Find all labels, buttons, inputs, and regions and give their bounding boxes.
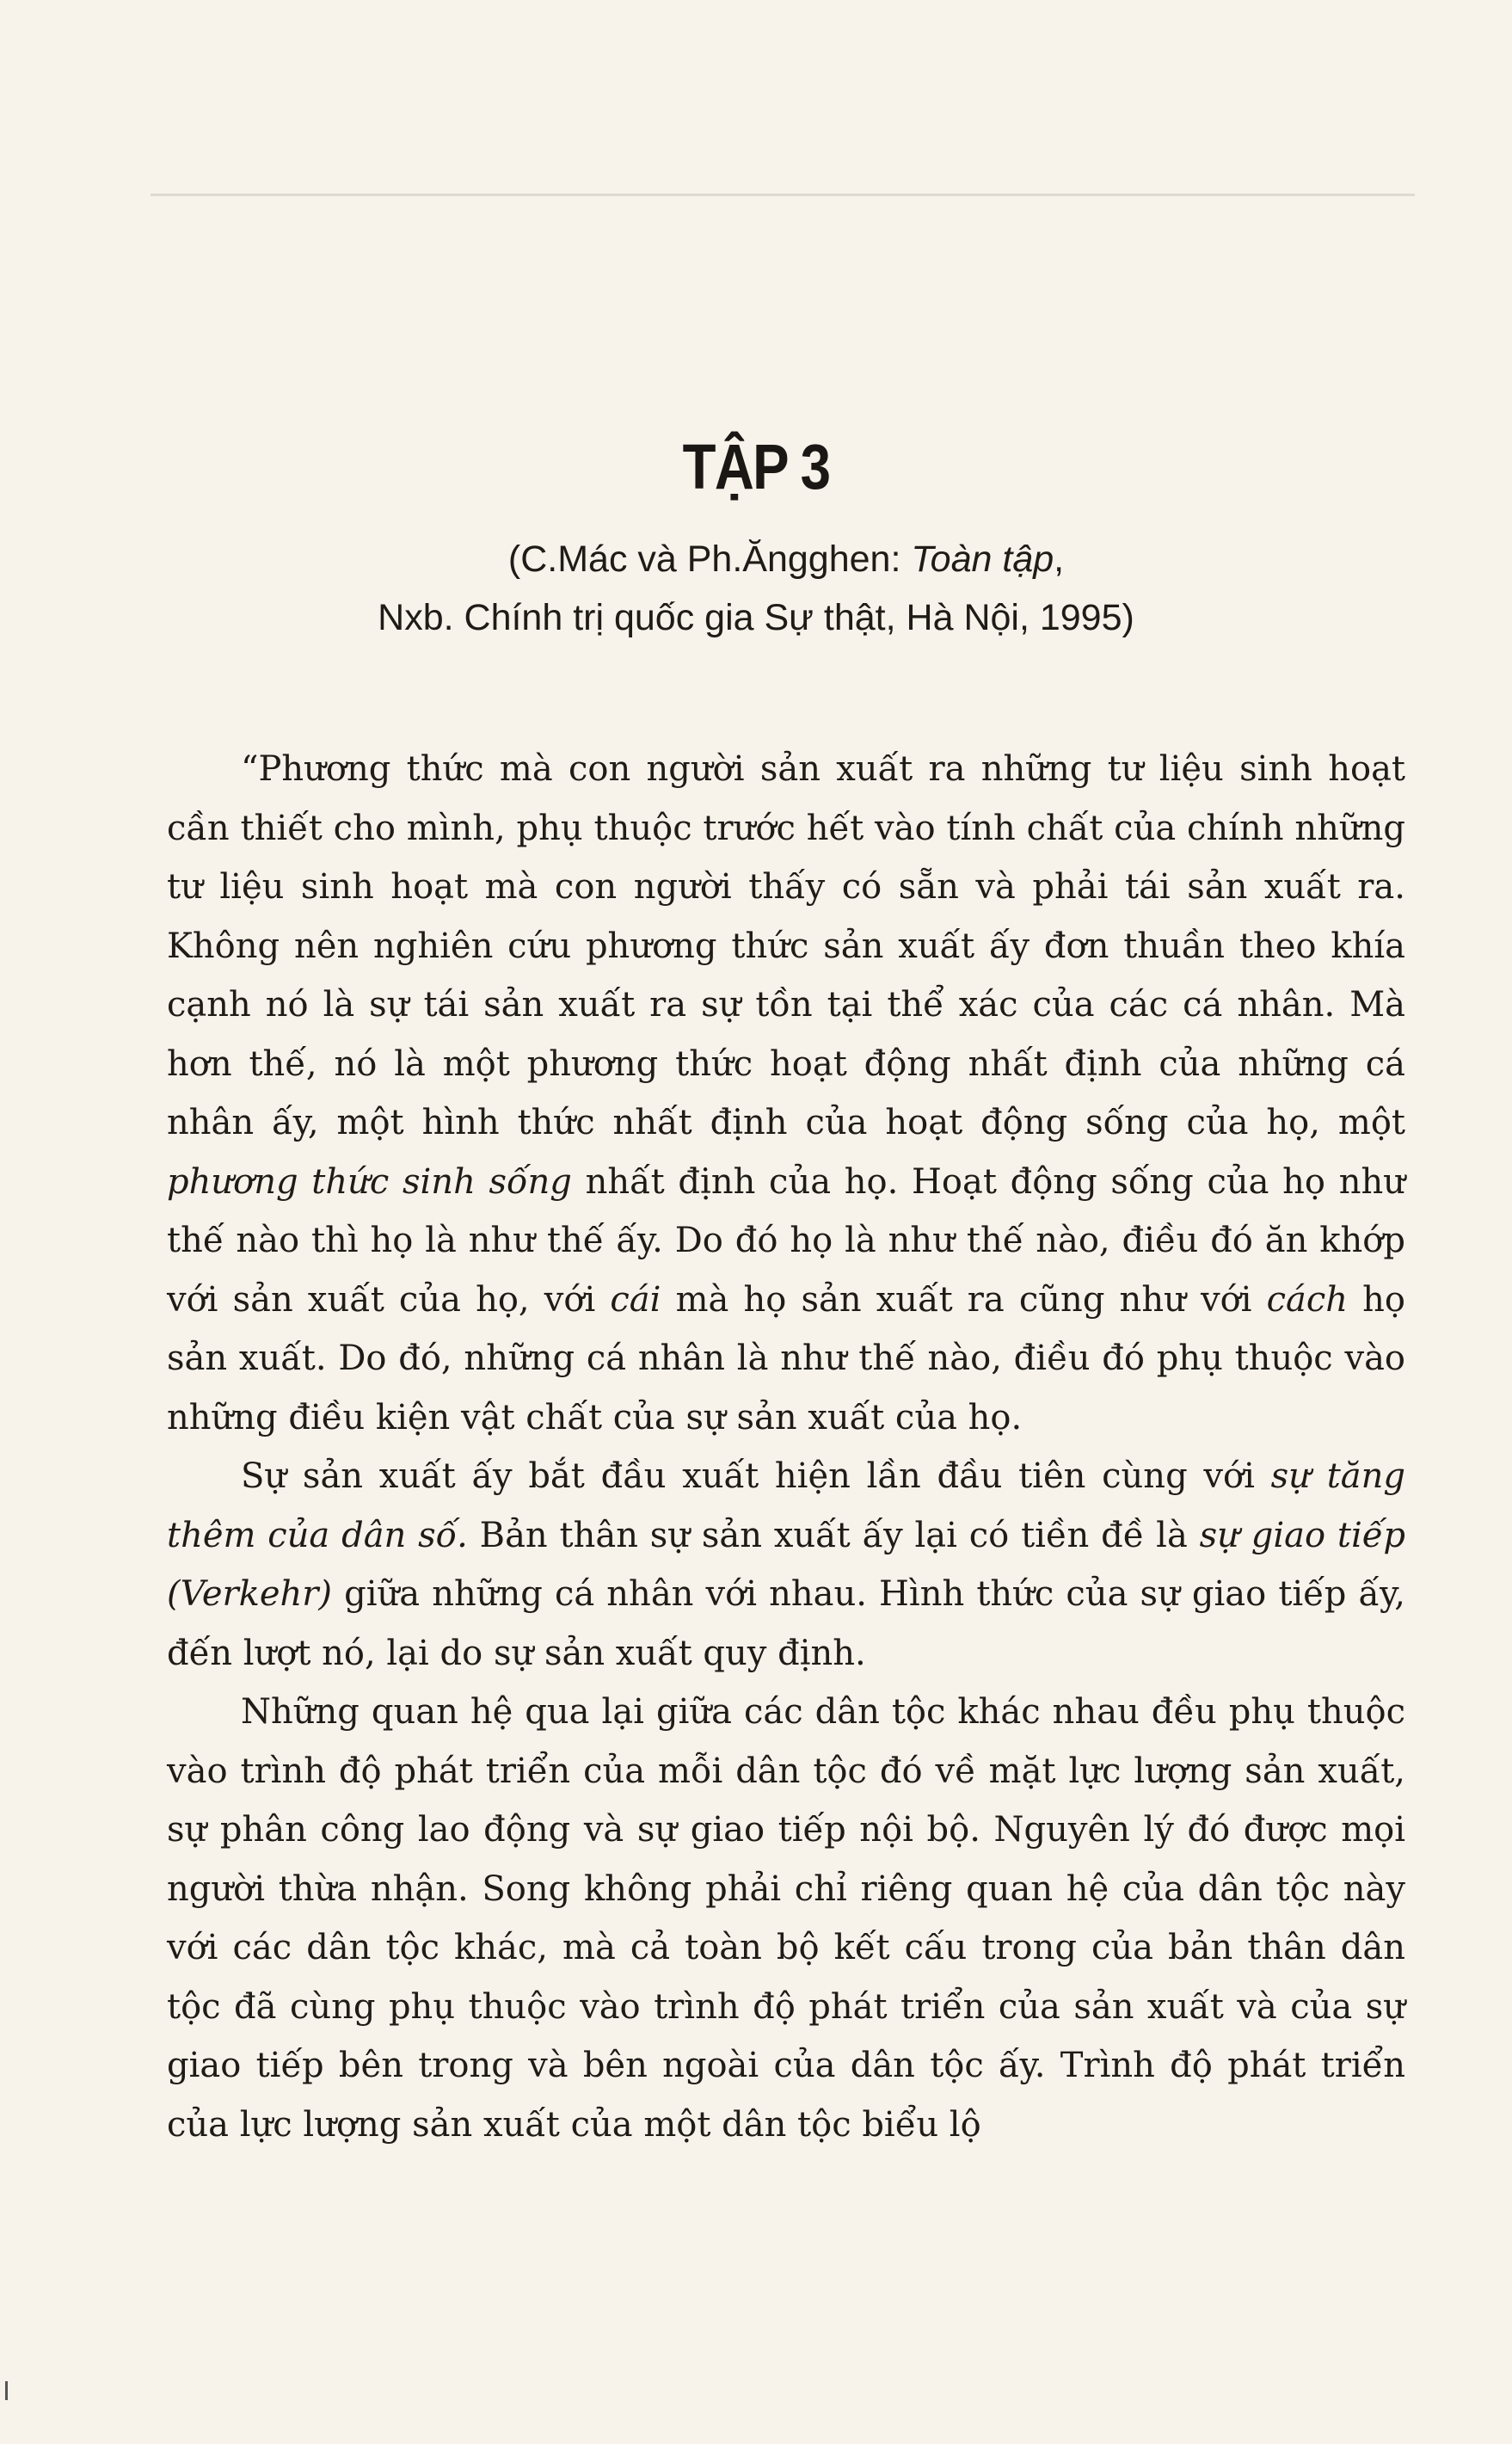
paragraph-2 [167,1447,1405,1683]
p1-text-2: nhất định của họ. Hoạt động sống của họ như thế nào thì họ là như thế ấy. Do đó họ là như thế nào, điều đó ăn khớp với sản xuất của họ, với [167,1161,1405,1320]
p1-italic-1: phương thức sinh sống [167,1161,572,1202]
show-through-rule [151,194,1415,196]
citation-work-title: Toàn tập [911,539,1054,580]
body-text [167,740,1405,2154]
p2-italic-2: sự giao tiếp (Verkehr) [167,1515,1406,1614]
section-title: TẬP 3 [682,431,830,502]
p1-text-3: mà họ sản xuất ra cũng như với [661,1279,1267,1320]
citation-comma: , [1054,539,1065,580]
p1-italic-3: cách [1266,1279,1349,1320]
p1-italic-2: cái [610,1279,661,1320]
p3-text-1: Những quan hệ qua lại giữa các dân tộc khác nhau đều phụ thuộc vào trình độ phát triển của mỗi dân tộc đó về mặt lực lượng sản xuất, sự phân công lao động và sự giao tiếp nội bộ. Nguyên lý đó được mọi người thừa nhận. Song không phải chỉ riêng quan hệ của dân tộc này với các dân tộc khác, mà cả toàn bộ kết cấu trong của bản thân dân tộc đã cùng phụ thuộc vào trình độ phát triển của sản xuất và của sự giao tiếp bên trong và bên ngoài của dân tộc ấy. Trình độ phát triển của lực lượng sản xuất của một dân tộc biểu lộ [167,1692,1405,2145]
page-edge-mark [5,2381,8,2400]
p2-italic-1: sự tăng thêm của dân số. [167,1456,1405,1555]
paragraph-3 [167,1683,1405,2154]
p1-text-1: “Phương thức mà con người sản xuất ra những tư liệu sinh hoạt cần thiết cho mình, phụ thuộc trước hết vào tính chất của chính những tư liệu sinh hoạt mà con người thấy có sẵn và phải tái sản xuất ra. Không nên nghiên cứu phương thức sản xuất ấy đơn thuần theo khía cạnh nó là sự tái sản xuất ra sự tồn tại thể xác của các cá nhân. Mà hơn thế, nó là một phương thức hoạt động nhất định của những cá nhân ấy, một hình thức nhất định của hoạt động sống của họ, một [167,749,1405,1142]
p2-text-3: giữa những cá nhân với nhau. Hình thức của sự giao tiếp ấy, đến lượt nó, lại do sự sản xuất quy định. [167,1574,1405,1673]
p1-text-4: họ sản xuất. Do đó, những cá nhân là như thế nào, điều đó phụ thuộc vào những điều kiện vật chất của sự sản xuất của họ. [167,1279,1405,1437]
source-citation [172,530,1340,647]
paragraph-1 [167,740,1405,1447]
citation-line-2: Nxb. Chính trị quốc gia Sự thật, Hà Nội, 1995) [378,597,1134,638]
citation-line-1 [172,530,1340,588]
p2-text-2: Bản thân sự sản xuất ấy lại có tiền đề là [467,1515,1200,1555]
citation-authors: (C.Mác và Ph.Ăngghen: [507,539,912,580]
p2-text-1: Sự sản xuất ấy bắt đầu xuất hiện lần đầu tiên cùng với [241,1456,1271,1496]
